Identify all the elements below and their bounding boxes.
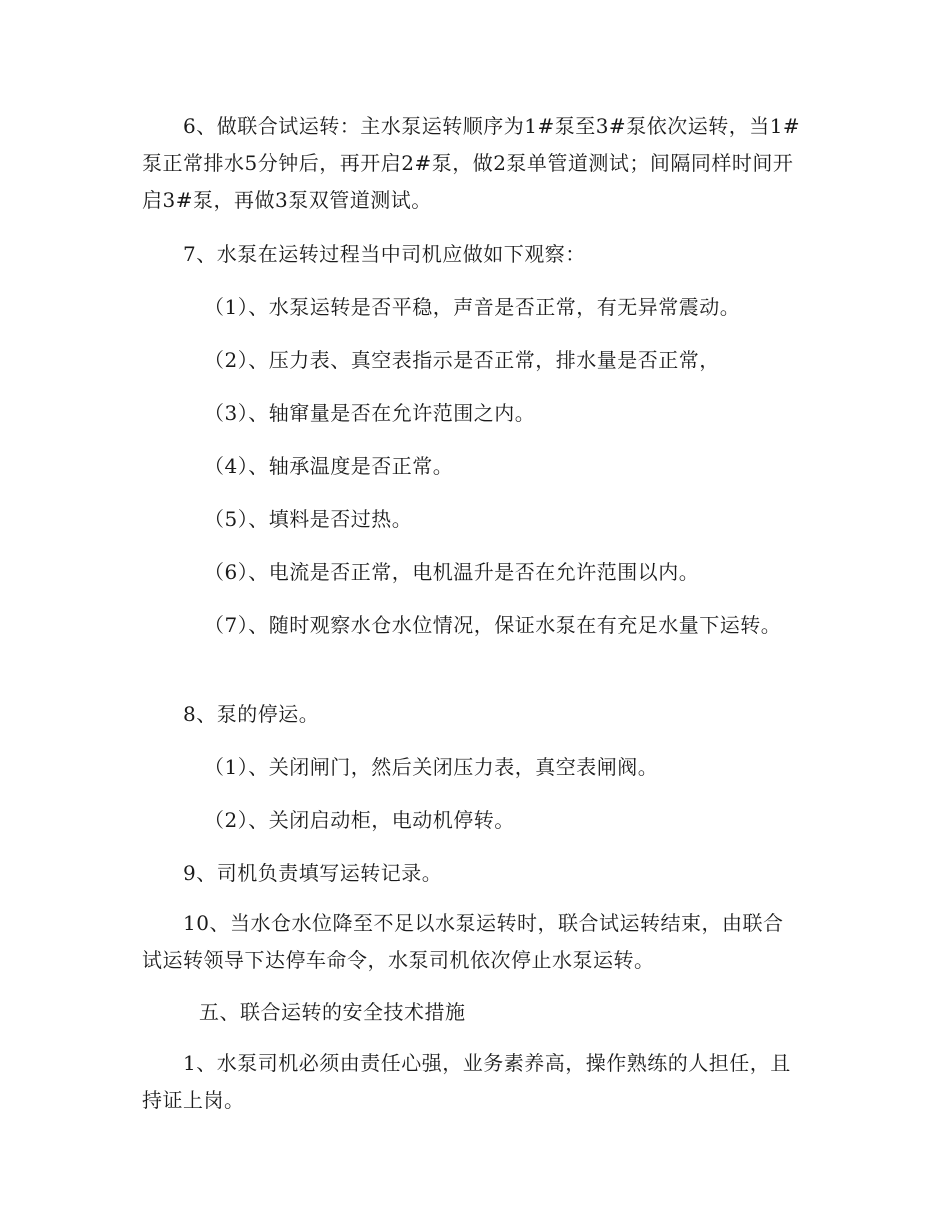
paragraph-step-10: 10、当水仓水位降至不足以水泵运转时，联合试运转结束，由联合试运转领导下达停车命令，水泵司机依次停止水泵运转。 (142, 911, 784, 972)
observation-item-4: （4）、轴承温度是否正常。 (204, 454, 454, 478)
observation-item-3: （3）、轴窜量是否在允许范围之内。 (204, 401, 536, 425)
paragraph-step-6: 6、做联合试运转：主水泵运转顺序为1#泵至3#泵依次运转，当1#泵正常排水5分钟后，再开启2#泵，做2泵单管道测试；间隔同样时间开启3#泵，再做3泵双管道测试。 (142, 114, 801, 212)
observation-item-7: （7）、随时观察水仓水位情况，保证水泵在有充足水量下运转。 (204, 613, 782, 637)
section-heading-5: 五、联合运转的安全技术措施 (199, 1000, 466, 1024)
observation-item-2: （2）、压力表、真空表指示是否正常，排水量是否正常， (204, 348, 720, 372)
observation-item-1: （1）、水泵运转是否平稳，声音是否正常，有无异常震动。 (204, 295, 741, 319)
stop-item-1: （1）、关闭闸门，然后关闭压力表，真空表闸阀。 (204, 755, 659, 779)
paragraph-step-9: 9、司机负责填写运转记录。 (183, 861, 443, 885)
stop-item-2: （2）、关闭启动柜，电动机停转。 (204, 808, 515, 832)
paragraph-step-8: 8、泵的停运。 (183, 702, 320, 726)
observation-item-6: （6）、电流是否正常，电机温升是否在允许范围以内。 (204, 560, 700, 584)
paragraph-step-7: 7、水泵在运转过程当中司机应做如下观察： (183, 242, 586, 266)
safety-measure-1: 1、水泵司机必须由责任心强，业务素养高，操作熟练的人担任，且持证上岗。 (142, 1051, 791, 1112)
observation-item-5: （5）、填料是否过热。 (204, 507, 413, 531)
